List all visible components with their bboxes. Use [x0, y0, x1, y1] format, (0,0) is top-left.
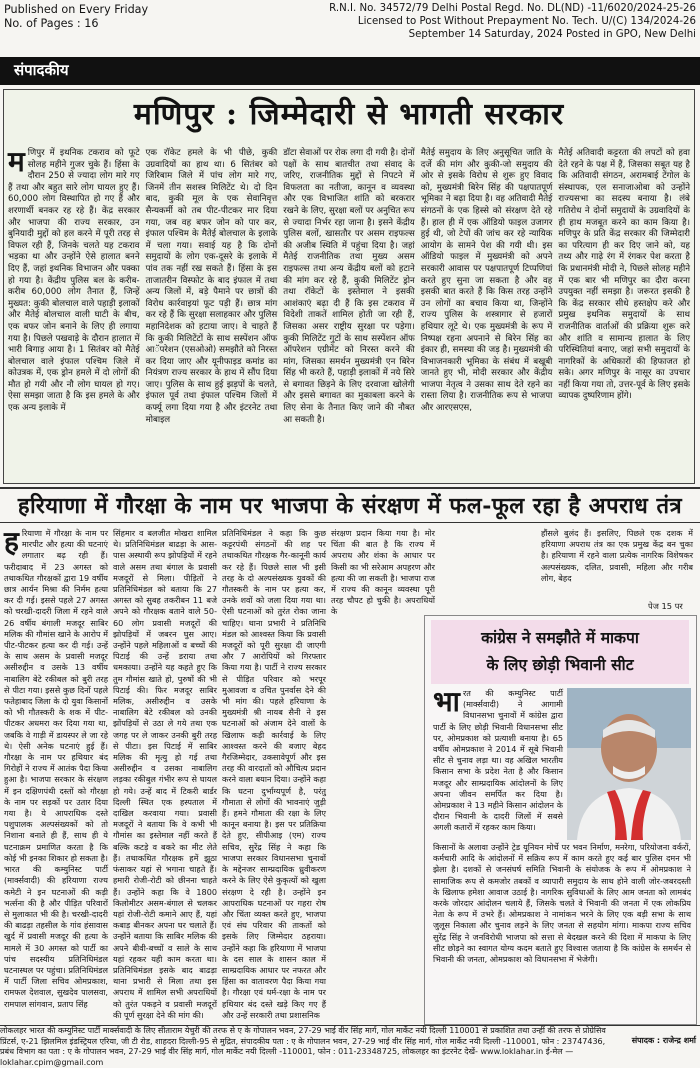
editorial-column-4 — [421, 148, 553, 480]
sidebar-title-line: के लिए छोड़ी भिवानी सीट — [486, 655, 634, 674]
sidebar-text: रत की कम्युनिस्ट पार्टी (मार्क्सवादी) ने आगामी विधानसभा चुनावों में कांग्रेस द्वारा पार्टी के लिए छोड़ी भिवानी विधानसभा सीट पर, ओमप्रकाश को प्रत्याशी बनाया है। 65 वर्षीय ओमप्रकाश ने 2014 में सूबे भिवानी सीट से चुनाव लड़ा था। वह अखिल भारतीय किसान सभा के प्रदेश नेता है और किसान मजदूर और साम्प्रदायिक आंदोलनों के लिए अपना जीवन समर्पित कर दिया है। ओमप्रकाश ने 13 महीने किसान आंदोलन के दौरान भिवानी के दादरी जिलों में सबसे अगली कतारों में रहकर काम किया। — [433, 688, 563, 833]
dropcap: म — [8, 145, 25, 178]
section-bar — [0, 57, 700, 85]
article-text: सिंहमार व बलजीत मोखरा शामिल थे। प्रतिनिधिमंडल बाढड़ा के आस-पास अस्थायी रूप झोपड़ियों में रहने वाले असम तथा बंगाल के प्रवासी मजदूरों से मिला। पीड़ितों ने प्रतिनिधिमंडल को बताया कि 27 अगस्त को सुबह तकरीबन 11 बजे अपने को गौरक्षक बताने वाले 50-60 लोग प्रवासी मजदूरों की झोपड़ियों में जबरन घुस आए। उन्होंने पहले महिलाओं व बच्चों की पिटाई की उन्हें डराया तथा धमकाया। उन्होंने यह कहते हुए कि तुम गौमांस खाते हो, पुरुषों की भी पिटाई की। फिर मजदूर साबिर मलिक, असीरुद्दीन व उसके नाबालिग बेटे रकीबल को उनकी झोंपड़ियों से उठा ले गये तथा एक जगह पर ले जाकर उनकी बुरी तरह से पीटा। इस पिटाई में साबिर मलिक की मृत्यु हो गई तथा असीरुद्दीन व उसका नाबालिग लड़का रकीबुल गंभीर रूप से घायल हो गये। उन्हें बाद में टिकरी बार्डर दिल्ली स्थित एक हस्पताल में दाखिल करवाया गया। प्रवासी मजदूरों ने बताया कि वे कभी भी गौमांस का इस्तेमाल नहीं करते हैं बल्कि कटड़े व बकरे का मीट लेते हैं। तथाकथित गौरक्षक हमें झूठा फंसाकर यहां से भगाना चाहते हैं। हमारी रोजी-रोटी को छीनना चाहते हैं। उन्होंने कहा कि वे 1800 किलोमीटर असम-बंगाल से चलकर यहां रोजी-रोटी कमाने आए हैं, यहां कबाड़ बीनकर अपना घर चलाते हैं। उन्होंने बताया कि साबिर मलिक की अपने बीवी-बच्चों व साले के साथ यहां रहकर यही काम करता था। प्रतिनिधिमंडल इसके बाद बाढड़ा थाना प्रभारी से मिला तथा इस अपराध में शामिल सभी अपराधियों को तुरंत पकड़ने व प्रवासी मजदूरों की पूर्ण सुरक्षा देने की मांग की। — [113, 528, 217, 1020]
article-title: हरियाणा में गौरक्षा के नाम पर भाजपा के संरक्षण में फल-फूल रहा है अपराध तंत्र — [17, 493, 683, 519]
editorial-column-2 — [146, 148, 278, 480]
registration-info — [329, 2, 696, 41]
imprint-footer — [0, 1026, 700, 1067]
issue-date: September 14 Saturday, 2024 Posted in GPO, New Delhi — [408, 29, 696, 40]
article-column-4 — [331, 528, 435, 617]
editorial-column-5 — [558, 148, 690, 480]
sidebar-body — [433, 842, 691, 1020]
sidebar-intro — [433, 685, 563, 840]
divider — [0, 487, 700, 489]
article-column-1 — [4, 525, 108, 1028]
divider — [0, 522, 700, 523]
editorial-title: मणिपुर : जिम्मेदारी से भागती सरकार — [133, 97, 565, 132]
dropcap: भा — [433, 685, 460, 718]
editorial-text: डॉटा सेवाओं पर रोक लगा दी गयी है। दोनों पक्षों के साथ बातचीत तथा संवाद के जरिए, राजनीतिक मुद्दों से निपटने में विफलता का नतीजा, कानून व व्यवस्था और एक विभाजित शांति को बरकरार रखने के लिए, सुरक्षा बलों पर अनुचित रूप से ज्यादा निर्भर रहा जाना है। इसने केंद्रीय पुलिस बलों, खासतौर पर असम राइफल्स की अजीब स्थिति में पहुंचा दिया है। जहां मैतेई राजनीतिक तथा मुख्य असम राइफल्स तथा अन्य केंद्रीय बलों को हटाने की मांग कर रहे हैं, कुकी मिलिटेंट ड्रोन तथा रॉकेटों के इस्तेमाल ने इसकी आशंकाएं बढ़ा दी हैं कि इस टकराव में विदेशी ताकतें शामिल होती जा रही हैं, जिसका असर राष्ट्रीय सुरक्षा पर पड़ेगा। कुकी मिलिटेंट गुटों के साथ सस्पेंशन ऑफ ऑपरेशन एग्रीमेंट को निरस्त करने की मांग, जिसका समर्थन मुख्यमंत्री एन बिरेन सिंह भी करते हैं, पहाड़ी इलाकों में नये सिरे से बगावत छिड़ने के लिए दरवाजा खोलेगी और इससे बगावत का मुकाबला करने के लिए सेना के तैनात किए जाने की नौबत आ सकती है। — [283, 148, 415, 425]
continued-note: पेज 15 पर — [648, 601, 683, 611]
editorial-text: णिपुर में इथनिक टकराव को फूटे सोलह महीने गुजर चुके हैं। हिंसा के दौरान 250 से ज्यादा लोग मारे गए हैं तथा और बहुत सारे लोग घायल हुए हैं। 60,000 लोग विस्थापित हो गए हैं और शरणार्थी बनकर रह रहे हैं। केंद्र सरकार और भाजपा की राज्य सरकार, उन बुनियादी मुद्दों को हल करने में पूरी तरह से विफल रही हैं, जिनके चलते यह टकराव भड़का था और उन्होंने ऐसे हालात बनने दिए हैं, जहां इथनिक विभाजन और पक्का हो गया है। केंद्रीय पुलिस बल के करीब-करीब 60,000 लोग तैनात हैं, जिन्हें मुख्यत: कुकी बोलचाल वाले पहाड़ी इलाकों और मैतेई बोलचाल वाली घाटी के बीच, एक बफर जोन बनाने के लिए ही लगाया गया है। पिछले पखवाड़े के दौरान हालात में भारी बिगाड़ आया है। 1 सितंबर को मैतेई बोलचाल वाले इंफाल पश्चिम जिले में कोउत्रक में, एक ड्रोन हमले में दो लोगों की मौत हो गयी और नौ लोग घायल हो गए। ऐसा समझा जाता है कि इस हमले के और एक अन्य इलाके में — [8, 148, 140, 414]
dropcap: ह — [4, 525, 19, 558]
candidate-photo — [567, 688, 691, 840]
editor-credit: संपादक : राजेन्द्र शर्मा — [631, 1036, 696, 1045]
sidebar-article-title — [431, 620, 689, 684]
article-text: संरक्षण प्रदान किया गया है। मोर चिंता की बात है कि राज्य में अपराध और शंका के आधार पर किसी का भी सरेआम अपहरण और हत्या की जा सकती है। भाजपा राज में राज्य की कानून व्यवस्था पूरी तरह चौपट हो चुकी है। अपराधियों के — [331, 528, 435, 617]
sidebar-text: किसानों के अलावा उन्होंने ट्रेड यूनियन मोर्चे पर भवन निर्माण, मनरेगा, परियोजना वर्करों, कर्मचारी आदि के आंदोलनों में सक्रिय रूप में काम करते हुए कई बार पुलिस दमन भी झेला है। दशकों से जनसंघर्ष समिति भिवानी के संयोजक के रूप में ओमप्रकाश ने सामाजिक रूप से कमजोर तबकों व व्यापारी समुदाय के साथ होने वाली जोर-जबरदस्ती के खिलाफ हमेशा आवाज उठाई है। नागरिक सुविधाओं के लिए आम जनता को लामबंद करके जोरदार आंदोलन चलाये हैं, जिसके चलते वे भिवानी की जनता में एक लोकप्रिय नेता के रूप में उभरे हैं। ओमप्रकाश ने नामांकन भरने के लिए एक बड़ी सभा के साथ जुलूस निकाला और चुनाव लड़ने के लिए जनता से सहयोग मांगा। माकपा राज्य सचिव सुरेंद्र सिंह ने जनविरोधी भाजपा को सत्ता से बेदखल करने की दिशा में माकपा के लिए सीट छोड़ने का स्वागत योग्य कदम बताते हुए विश्वास जताया है कि कांग्रेस के समर्थन से भिवानी की जनता, ओमप्रकाश को विधानसभा में भेजेगी। — [433, 842, 691, 965]
publication-info — [4, 3, 148, 31]
editorial-text: मैतेई अतिवादी कट्टरता की लपटों को हवा देते रहने के पक्ष में हैं, जिसका सबूत यह है कि अतिवादी संगठन, अरामबाई टेंगोल के संस्थापक, एल सनाजाओबा को उन्होंने राज्यसभा का सदस्य बनाया है। लंबे गतिरोध ने दोनों समुदायों के उग्रवादियों के ही हाथ मजबूत करने का काम किया है। मणिपुर के प्रति केंद्र सरकार की जिम्मेदारी का परित्याग ही कर दिए जाने को, यह तथ्य और गाढ़े रंग में रंगकर पेश करता है कि प्रधानमंत्री मोदी ने, पिछले सोलह महीने में एक बार भी मणिपुर का दौरा करना उपयुक्त नहीं समझा है। जरूरत इसकी है कि केंद्र सरकार सीधे हस्तक्षेप करे और प्रमुख इथनिक समुदायों के साथ राजनीतिक वार्ताओं की प्रक्रिया शुरू करे और शांति व सामान्य हालात के लिए परिस्थितियां बनाए, जहां सभी समुदायों के नागरिकों के अधिकारों की हिफाजत हो सके। अगर मणिपुर के नासूर का उपचार नहीं किया गया तो, उत्तर-पूर्व के लिए इसके व्यापक दुष्परिणाम होंगे। — [558, 148, 690, 402]
editorial-column-3 — [283, 148, 415, 480]
postal-license: Licensed to Post Without Prepayment No. Tech. U/(C) 134/2024-26 — [357, 16, 696, 27]
article-text: प्रतिनिधिमंडल ने कहा कि कुछ कट्टरपंथी संगठनों की शह पर तथाकथित गौरक्षक गैर-कानूनी कार्य कर रहे हैं। पिछले साल भी इसी तरह के दो अल्पसंख्यक युवकों की गौतस्करी के नाम पर हत्या कर, उनके शवों को जला दिया गया था। ऐसी घटनाओं को तुरंत रोका जाना चाहिए। थाना प्रभारी ने प्रतिनिधि मंडल को आश्वस्त किया कि प्रवासी मजदूरों को पूरी सुरक्षा दी जाएगी और 7 आरोपियों को गिरफ्तार किया गया है। पार्टी ने राज्य सरकार से पीड़ित परिवार को भरपूर मुआवजा व उचित पुनर्वास देने की भी मांग की। पहले हरियाणा के मुख्यमंत्री श्री नायब सैनी ने इस घटनाओं को अंजाम देने वालों के खिलाफ कड़ी कार्रवाई के लिए आश्वस्त करने की बजाए बेहद गैरजिम्मेदार, उकसावेपूर्ण और इस तरह की वारदातों को औचित्य प्रदान करने वाला बयान दिया। उन्होंने कहा कि घटना दुर्भाग्यपूर्ण है, परंतु गौमाता से लोगों की भावनाएं जुड़ी हैं। हमने गौमाता की रक्षा के लिए कानून बनाया है। इस पर प्रतिक्रिया देते हुए, सीपीआइ (एम) राज्य सचिव, सुरेंद्र सिंह ने कहा कि भाजपा सरकार विधानसभा चुनावों के मद्देनजर साम्प्रदायिक ध्रुवीकरण करने के लिए ऐसे कुकृत्यों को खुला संरक्षण दे रही है। उन्होंने इन आपराधिक घटनाओं पर गहरा रोष और चिंता व्यक्त करते हुए, भाजपा एवं संघ परिवार की ताकतों को इसके लिए जिम्मेदार ठहराया। उन्होंने कहा कि हरियाणा में भाजपा के दस साल के शासन काल में साम्प्रदायिक आधार पर नफरत और हिंसा का वातावरण पैदा किया गया है। गौरक्षा एवं धर्म-रक्षा के नाम पर हथियार बंद दस्ते खड़े किए गए हैं और उन्हें सरकारी तथा प्रशासनिक — [222, 528, 326, 1020]
article-column-5 — [541, 528, 693, 598]
sidebar-article-box — [424, 615, 697, 1025]
publication-frequency: Published on Every Friday — [4, 3, 149, 16]
article-text: रियाणा में गौरक्षा के नाम पर मारपीट और हत्या की घटनाएं लगातार बढ़ रही हैं। फरीदाबाद में 23 अगस्त को तथाकथित गौरक्षकों द्वारा 19 वर्षीय छात्र आर्यन मिश्रा की निर्मम हत्या कर दी गई। इससे पहले 27 अगस्त को चरखी-दादरी जिला में रहने वाले 26 वर्षीय बंगाली मजदूर साबिर मलिक की गौमांस खाने के आरोप में पीट-पीटकर हत्या कर दी गई। उन्हें के साथ असम के प्रवासी मजदूर असीरुद्दीन व उसके 13 वर्षीय नाबालिग बेटे रकीबल को बुरी तरह से पीटा गया। इससे कुछ दिनों पहले फतेहाबाद जिला के दो युवा किसानों को भी गौतस्करी के शक में पीट-पीटकर अधमरा कर दिया गया था, जबकि वे गाड़ी में डायस्पर ले जा रहे थे। ऐसी अनेक घटनाएं हुई हैं। गौरक्षा के नाम पर हथियार बंद गिरोहों ने राज्य में आतंक पैदा किया हुआ है। भाजपा सरकार के संरक्षण में इन दक्षिणपंथी दस्तों को गौरक्षा के नाम पर सड़कों पर उतार दिया गया है। ये आपराधिक दस्ते पशुपालक अल्पसंख्यकों को तो निशाना बनाते ही हैं, साथ ही ये घटनाक्रम प्रमाणित करता है कि कोई भी इनका शिकार हो सकता है। भारत की कम्युनिस्ट पार्टी (मार्क्सवादी) की हरियाणा राज्य कमेटी ने इन घटनाओं की कड़ी भर्त्सना की है और पीड़ित परिवारों से मुलाकात भी की है। चरखी-दादरी की बाढड़ा तहसील के गांव हंसावास खुर्द में प्रवासी मजदूर की हत्या के मामले में 30 अगस्त को पार्टी का पांच सदस्यीय प्रतिनिधिमंडल घटनास्थल पर पहुंचा। प्रतिनिधिमंडल में पार्टी जिला सचिव ओमप्रकाश, रामफल देशवाल, सुखदेव पालसवा, रामपाल सांगवान, प्रताप सिंह — [4, 528, 108, 1009]
editorial-text: एक रॉकेट हमले के भी पीछे, कुकी उग्रवादियों का हाथ था। 6 सितंबर को जिरिबाम जिले में पांच लोग मारे गए, जिनमें तीन सशस्त्र मिलिटेंट थे। दो दिन बाद, कुकी मूल के एक सेवानिवृत्त सैन्यकर्मी को तब पीट-पीटकर मार दिया गया, जब वह बफर जोन को पार कर, इंफाल पश्चिम के मैतेई बोलचाल के इलाके में चला गया। सवाई यह है कि दोनों समुदायों के लोग एक-दूसरे के इलाके में पांव तक नहीं रख सकते हैं। हिंसा के इस ताजातरीन विस्फोट के बाद इंफाल में तथा अन्य जिलों में, बड़े पैमाने पर छात्रों की विरोध कार्रवाइयां फूट पड़ी हैं। छात्र मांग कर रहे हैं कि सुरक्षा सलाहकार और पुलिस महानिदेशक को हटाया जाए। वे चाहते हैं कि कुकी मिलिटेंटों के साथ सस्पेंशन ऑफ आॅपरेशन (एसओओ) समझौते को निरस्त कर दिया जाए और यूनीफाइड कमांड का नियंत्रण राज्य सरकार के हाथ में सौंप दिया जाए। पुलिस के साथ हुई झड़पों के चलते, इंफाल पूर्व तथा इंफाल पश्चिम जिलों में कर्फ्यू लगा दिया गया है और इंटरनेट तथा मोबाइल — [145, 148, 278, 425]
article-column-3 — [222, 528, 326, 1028]
article-text: हौंसले बुलंद हैं। इसलिए, पिछले एक दशक में हरियाणा अपराध तंत्र का एक प्रमुख केंद्र बन चुका है। हरियाणा में रहने वाला प्रत्येक नागरिक विशेषकर अल्पसंख्यक, दलित, प्रवासी, महिला और गरीब लोग, बेहद — [541, 528, 693, 583]
imprint-text: लोकलहर भारत की कम्युनिस्ट पार्टी मार्क्सवादी के लिए सीताराम येचुरी की तरफ से ए के गोपालन भवन, 27-29 भाई वीर सिंह मार्ग, गोल मार्केट नयी दिल्ली 110001 से प्रकाशित तथा उन्हीं की तरफ से प्रोग्रेसिव प्रिंटर्स, ए-21 झिलमिल इंडस्ट्रियल एरिया, जी टी रोड, शाहदरा दिल्ली-95 से मुद्रित, संपादकीय पता : ए के गोपालन भवन, 27-29 भाई वीर सिंह मार्ग, गोल मार्केट नयी दिल्ली -110001, फोन : 23747436, प्रबंध विभाग का पता : ए के गोपालन भवन, 27-29 भाई वीर सिंह मार्ग, गोल मार्केट नयी दिल्ली -110001, फोन : 011-23348725, लोकलहर का इंटरनेट देखें- www.loklahar.in ई-मेल —loklahar.cpim@gmail.com — [0, 1026, 606, 1067]
section-label: संपादकीय — [14, 61, 69, 79]
editorial-text: मैतेई समुदाय के लिए अनुसूचित जाति के दर्जे की मांग और कुकी-जो समुदाय की ओर से इसके विरोध से शुरू हुए विवाद को, मुख्यमंत्री बिरेन सिंह की पक्षपातपूर्ण भूमिका ने बढ़ा दिया है। वह अतिवादी मैतेई संगठनों के एक हिस्से को संरक्षण देते रहे हैं। हाल ही में एक ऑडियो फाइल उजागर हुई थी, जो टेपों की जांच कर रहे न्यायिक आयोग के सामने पेश की गयी थी। इस ऑडियो फाइल में मुख्यमंत्री को अपने सरकारी आवास पर पक्षपातपूर्ण टिप्पणियां करते हुए सुना जा सकता है और वह इसकी बात करते हैं कि किस तरह उन्होंने उन लोगों का बचाव किया था, जिन्होंने राज्य पुलिस के शस्त्रागार से हजारों हथियार लूटे थे। एक मुख्यमंत्री के रूप में निष्पक्ष रहना अपनाने से बिरेन सिंह का इंकार ही, समस्या की जड़ है। मुख्यमंत्री की विभाजनकारी भूमिका के संबंध में बखूबी जानते हुए भी, मोदी सरकार और केंद्रीय भाजपा नेतृत्व ने उसका साथ देते रहने का रास्ता लिया है। राजनीतिक रूप से भाजपा और आरएसएस, — [420, 148, 553, 414]
article-column-2 — [113, 528, 217, 1028]
page-count: No. of Pages : 16 — [4, 17, 99, 30]
registration-number: R.N.I. No. 34572/79 Delhi Postal Regd. No. DL(ND) -11/6020/2024-25-26 — [329, 3, 696, 14]
sidebar-title-line: कांग्रेस ने समझौते में माकपा — [481, 628, 639, 647]
editorial-column-1 — [8, 145, 140, 480]
masthead — [0, 0, 700, 52]
editorial-columns — [8, 145, 690, 480]
